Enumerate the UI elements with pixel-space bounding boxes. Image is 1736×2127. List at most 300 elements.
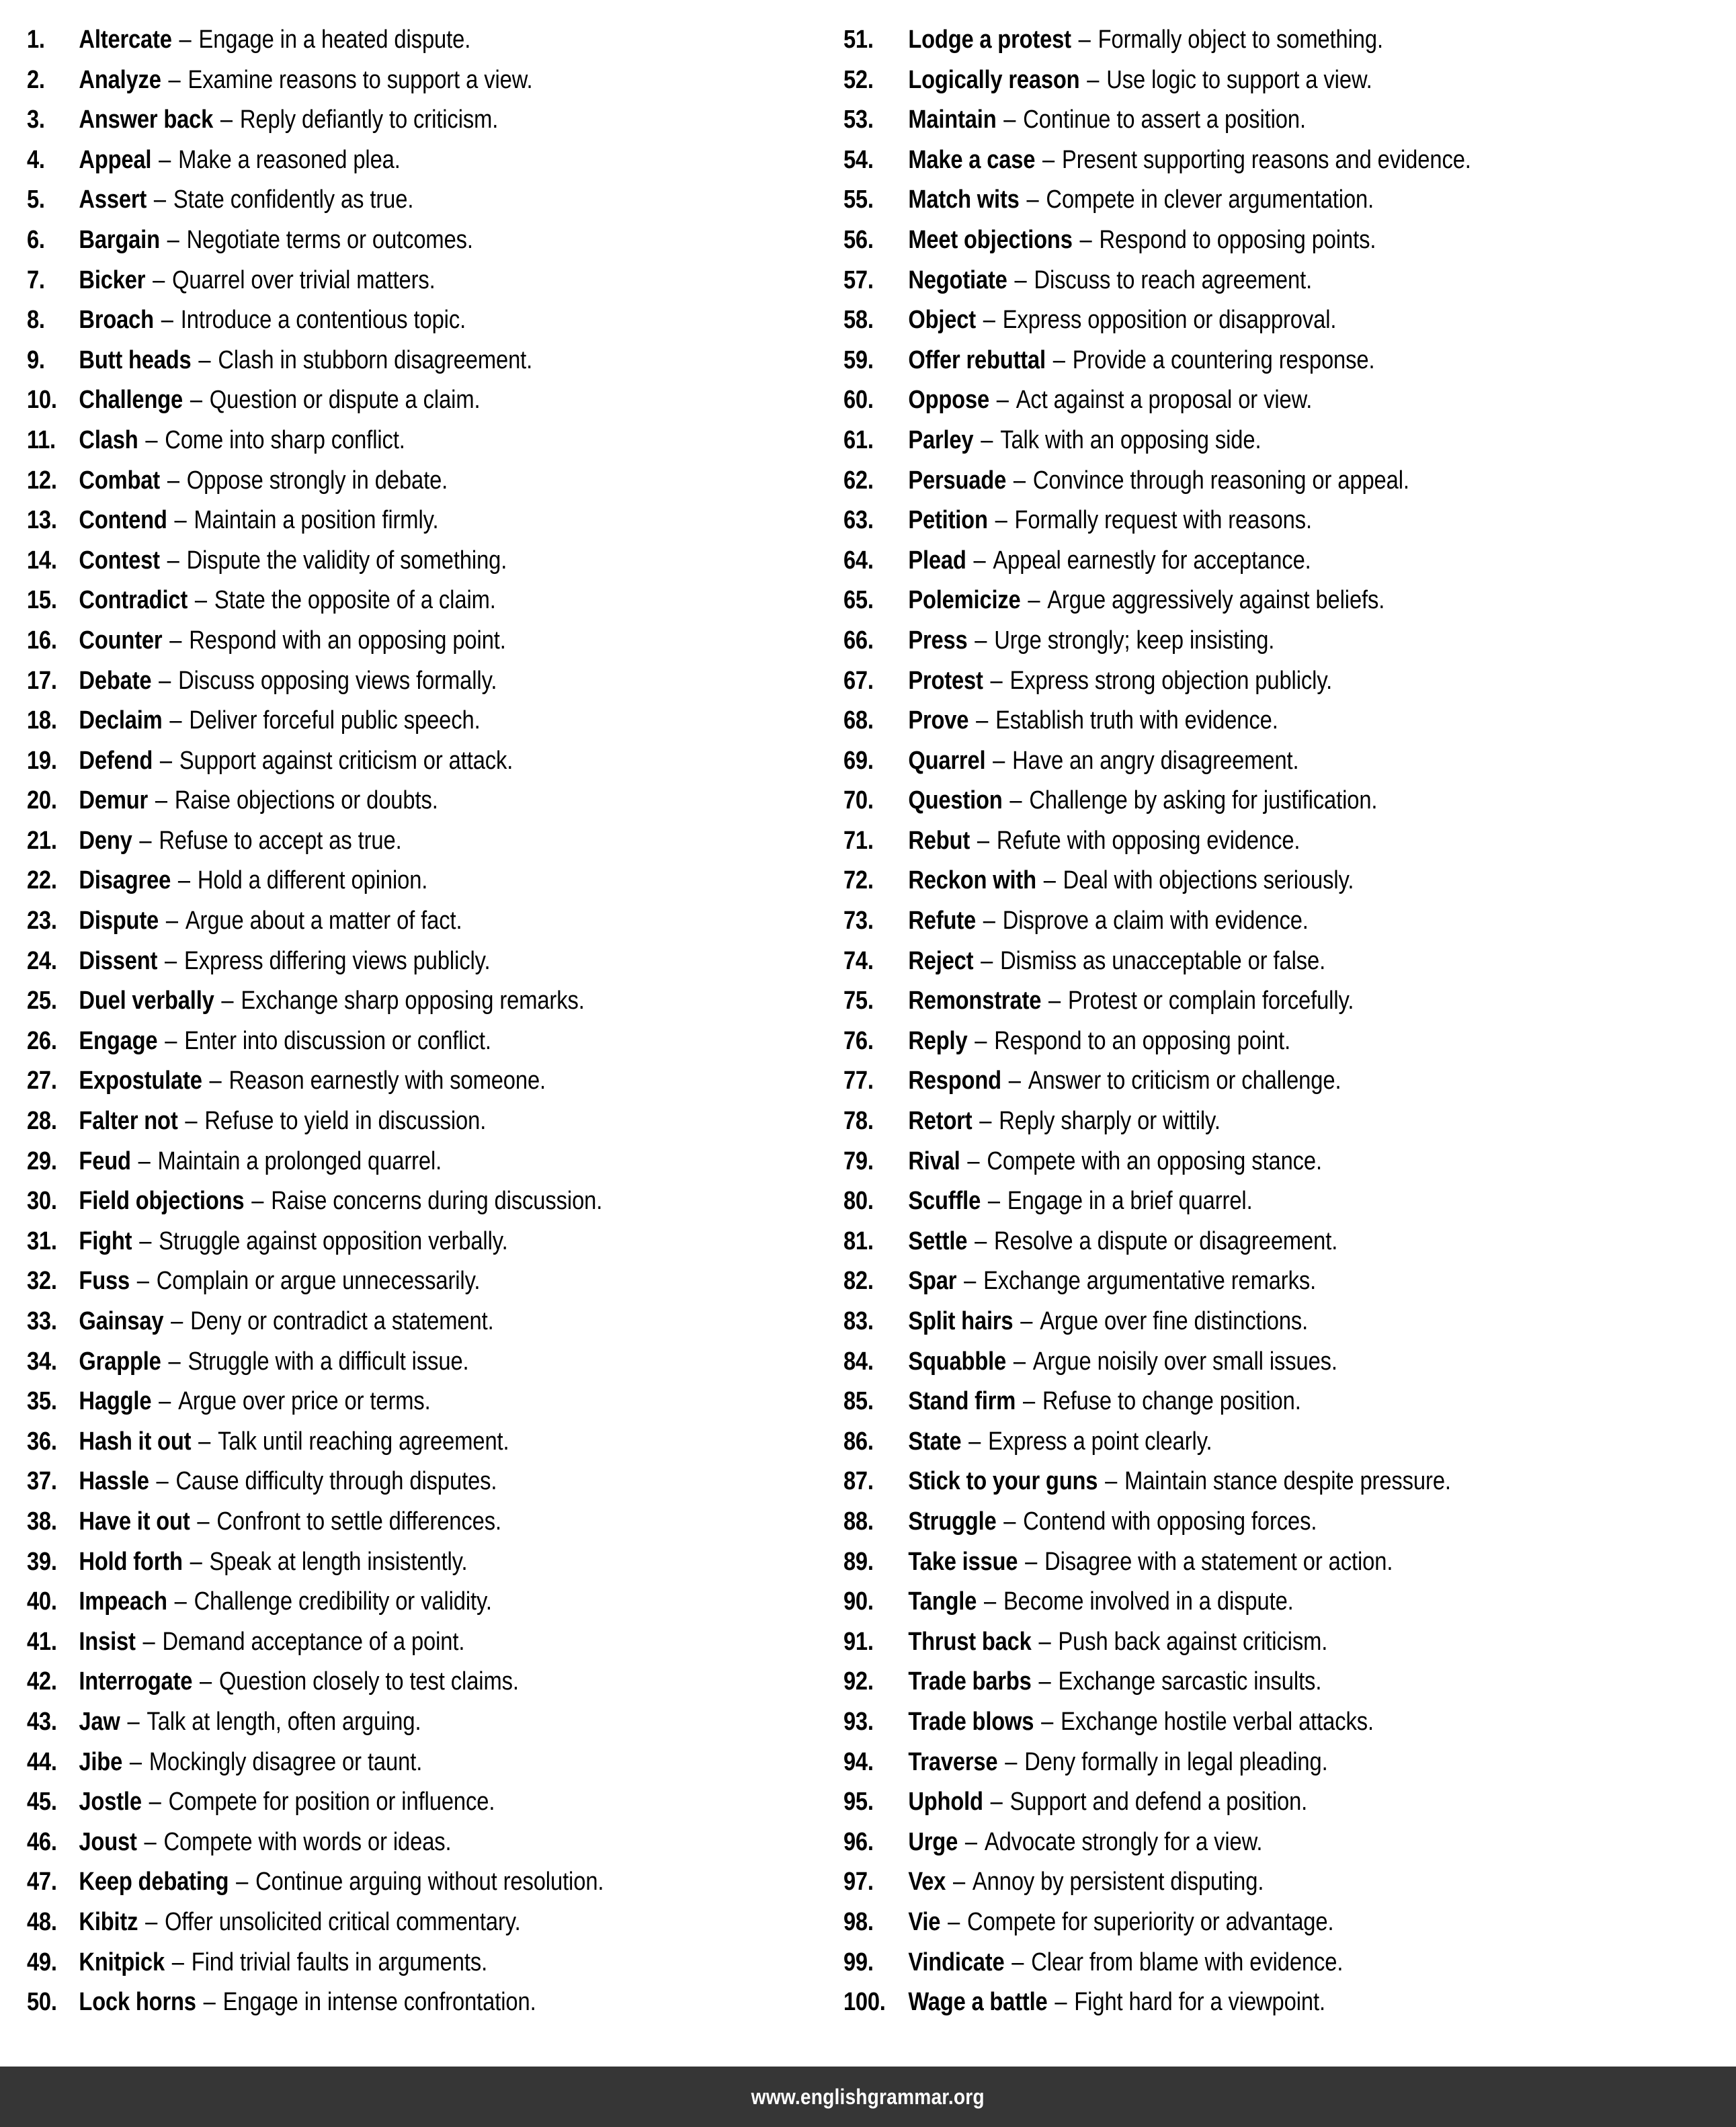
list-item-body — [79, 380, 480, 421]
list-item — [843, 821, 1611, 862]
list-item-body — [79, 541, 507, 581]
list-item-body — [908, 461, 1409, 501]
list-item — [843, 541, 1611, 581]
list-item-term: Feud — [79, 1146, 131, 1175]
list-item-number: 50. — [27, 1988, 57, 2017]
list-item-separator: – — [946, 1868, 972, 1896]
list-item-number: 66. — [843, 626, 874, 655]
list-item-term: Parley — [908, 425, 974, 454]
list-item-separator: – — [1008, 265, 1033, 294]
list-item-definition: Annoy by persistent disputing. — [972, 1868, 1264, 1896]
list-item-separator: – — [1035, 1707, 1060, 1736]
list-item — [27, 901, 729, 942]
list-item-separator: – — [192, 1427, 217, 1456]
list-item-body — [908, 1061, 1341, 1101]
list-item-number: 23. — [27, 907, 57, 935]
list-item-body — [908, 1462, 1451, 1502]
list-item — [27, 1622, 729, 1663]
list-item-term: Challenge — [79, 386, 183, 415]
list-item-term: Persuade — [908, 466, 1007, 495]
list-item-number: 63. — [843, 506, 874, 535]
list-item-definition: Continue arguing without resolution. — [255, 1868, 604, 1896]
list-item — [27, 942, 729, 982]
list-item-separator: – — [984, 1788, 1009, 1817]
list-item — [843, 1181, 1611, 1222]
list-item-body — [908, 1101, 1221, 1142]
list-item — [843, 180, 1611, 220]
list-item — [27, 741, 729, 782]
list-item-number: 52. — [843, 65, 874, 94]
list-item-body — [908, 861, 1354, 901]
list-item-number: 88. — [843, 1507, 874, 1536]
list-item-separator: – — [1019, 1547, 1044, 1576]
list-item-definition: Express differing views publicly. — [184, 946, 491, 975]
list-item-body — [908, 1542, 1393, 1583]
list-item-number: 54. — [843, 145, 874, 174]
list-item-number: 75. — [843, 987, 874, 1015]
list-item-separator: – — [961, 1146, 986, 1175]
list-item-definition: Dispute the validity of something. — [186, 546, 507, 575]
list-item-term: Gainsay — [79, 1307, 164, 1335]
list-item-definition: Engage in a brief quarrel. — [1007, 1187, 1253, 1216]
list-item-number: 84. — [843, 1347, 874, 1376]
list-item-body — [908, 100, 1306, 140]
list-item-definition: Raise objections or doubts. — [174, 786, 438, 815]
list-item-separator: – — [153, 666, 177, 695]
list-item-body — [79, 60, 532, 101]
list-item-separator: – — [183, 386, 209, 415]
list-item-term: Knitpick — [79, 1948, 165, 1976]
list-item — [843, 942, 1611, 982]
list-item-separator: – — [161, 225, 185, 254]
list-item-number: 43. — [27, 1707, 57, 1736]
list-item-separator: – — [147, 265, 171, 294]
list-item-term: Contend — [79, 506, 167, 535]
list-item-term: Falter not — [79, 1107, 178, 1136]
list-item-body — [79, 701, 480, 741]
list-item-term: Have it out — [79, 1507, 190, 1536]
list-item-term: Spar — [908, 1267, 957, 1296]
list-column-left — [0, 20, 843, 2067]
list-item-number: 38. — [27, 1507, 57, 1536]
list-item-term: Rival — [908, 1146, 960, 1175]
list-item-number: 34. — [27, 1347, 57, 1376]
list-item-number: 24. — [27, 946, 57, 975]
list-item-definition: Contend with opposing forces. — [1023, 1507, 1317, 1536]
list-item-number: 56. — [843, 225, 874, 254]
list-item — [27, 261, 729, 301]
list-item-number: 68. — [843, 706, 874, 735]
list-item-number: 12. — [27, 466, 57, 495]
list-item-term: Contradict — [79, 586, 188, 615]
list-item-body — [79, 741, 513, 782]
list-item-number: 17. — [27, 666, 57, 695]
list-item-separator: – — [179, 1107, 204, 1136]
list-item-definition: State confidently as true. — [173, 185, 414, 214]
list-item-separator: – — [1032, 1667, 1057, 1696]
list-item-number: 53. — [843, 106, 874, 134]
list-item-number: 65. — [843, 586, 874, 615]
list-item-number: 47. — [27, 1868, 57, 1896]
list-item-separator: – — [139, 425, 164, 454]
vocabulary-list-left — [27, 20, 843, 2023]
list-item-body — [79, 1342, 468, 1382]
list-item-number: 48. — [27, 1907, 57, 1936]
list-item — [843, 1582, 1611, 1622]
list-item-body — [79, 901, 462, 942]
list-item-separator: – — [968, 1026, 993, 1055]
list-item-number: 91. — [843, 1627, 874, 1656]
list-item-body — [79, 1101, 486, 1142]
list-item-definition: Reply defiantly to criticism. — [239, 106, 499, 134]
list-item-term: Press — [908, 626, 968, 655]
list-item-number: 78. — [843, 1107, 874, 1136]
list-item-body — [908, 20, 1383, 60]
list-item-body — [908, 261, 1312, 301]
list-item-body — [79, 942, 490, 982]
list-item-body — [79, 861, 427, 901]
list-item-number: 71. — [843, 826, 874, 855]
list-item-number: 28. — [27, 1107, 57, 1136]
list-item — [843, 1382, 1611, 1422]
list-item-body — [79, 20, 470, 60]
list-item-term: Match wits — [908, 185, 1020, 214]
list-item-definition: Talk with an opposing side. — [1000, 425, 1262, 454]
list-item-definition: Cause difficulty through disputes. — [175, 1467, 497, 1496]
list-item-separator: – — [1081, 65, 1106, 94]
list-item — [27, 981, 729, 1021]
list-item-definition: Exchange sharp opposing remarks. — [241, 987, 585, 1015]
list-item-definition: Appeal earnestly for acceptance. — [993, 546, 1311, 575]
list-item-body — [908, 220, 1376, 261]
list-item-separator: – — [958, 1827, 984, 1856]
list-item-number: 41. — [27, 1627, 57, 1656]
list-item-term: Trade blows — [908, 1707, 1034, 1736]
list-item-term: Squabble — [908, 1347, 1007, 1376]
list-item-number: 29. — [27, 1146, 57, 1175]
list-item-separator: – — [165, 1307, 190, 1335]
list-item-body — [908, 701, 1278, 741]
list-item-definition: Argue over price or terms. — [178, 1387, 431, 1416]
list-item — [27, 1302, 729, 1342]
vocabulary-list-right — [843, 20, 1736, 2023]
list-item-body — [908, 1342, 1337, 1382]
list-item-separator: – — [1036, 145, 1061, 174]
list-item-term: Engage — [79, 1026, 158, 1055]
list-item-body — [79, 1502, 501, 1542]
list-item — [843, 1862, 1611, 1903]
list-item-definition: Answer to criticism or challenge. — [1028, 1067, 1341, 1095]
list-item-term: Stand firm — [908, 1387, 1016, 1416]
list-item-body — [79, 1021, 491, 1062]
list-item-term: Reject — [908, 946, 974, 975]
list-item-definition: Respond to an opposing point. — [994, 1026, 1291, 1055]
list-item-body — [79, 341, 532, 381]
list-item-definition: Refuse to accept as true. — [159, 826, 402, 855]
list-item-definition: Support and defend a position. — [1009, 1788, 1308, 1817]
list-item-separator: – — [1002, 1067, 1027, 1095]
list-item — [27, 821, 729, 862]
list-item-body — [908, 1502, 1317, 1542]
list-item-body — [908, 741, 1298, 782]
list-item-body — [79, 421, 405, 461]
list-item-term: Polemicize — [908, 586, 1021, 615]
list-item-separator: – — [168, 1587, 193, 1616]
list-item-body — [908, 1142, 1322, 1182]
list-item-number: 8. — [27, 306, 45, 335]
list-item — [843, 781, 1611, 821]
list-column-right — [843, 20, 1736, 2067]
list-item-number: 93. — [843, 1707, 874, 1736]
list-item-term: Retort — [908, 1107, 973, 1136]
list-item-separator: – — [139, 1907, 164, 1936]
list-item-number: 36. — [27, 1427, 57, 1456]
list-item-body — [79, 1261, 480, 1302]
list-item-separator: – — [132, 1146, 157, 1175]
list-item-term: Vie — [908, 1907, 941, 1936]
list-item — [27, 1021, 729, 1062]
list-item-number: 85. — [843, 1387, 874, 1416]
list-item-number: 100. — [843, 1988, 886, 2017]
list-item-separator: – — [977, 306, 1002, 335]
list-item-separator: – — [162, 65, 187, 94]
list-item-term: Reply — [908, 1026, 968, 1055]
list-item — [843, 861, 1611, 901]
list-item-definition: Deliver forceful public speech. — [189, 706, 481, 735]
list-item-definition: Protest or complain forcefully. — [1067, 987, 1354, 1015]
list-item — [843, 1662, 1611, 1702]
list-item-number: 58. — [843, 306, 874, 335]
list-item-definition: Deny formally in legal pleading. — [1024, 1747, 1328, 1776]
list-item-separator: – — [171, 866, 197, 895]
list-item — [843, 20, 1611, 60]
list-item-number: 62. — [843, 466, 874, 495]
list-item — [843, 581, 1611, 621]
list-item-definition: Maintain a position firmly. — [194, 506, 439, 535]
list-item-number: 32. — [27, 1267, 57, 1296]
list-item-definition: Compete with an opposing stance. — [987, 1146, 1322, 1175]
list-item-separator: – — [183, 1547, 208, 1576]
list-item-number: 77. — [843, 1067, 874, 1095]
list-item-separator: – — [1037, 866, 1062, 895]
list-item-body — [908, 341, 1374, 381]
list-item — [843, 1542, 1611, 1583]
list-item — [843, 1142, 1611, 1182]
list-item-term: Bargain — [79, 225, 160, 254]
list-item — [27, 1462, 729, 1502]
list-item-term: Remonstrate — [908, 987, 1042, 1015]
list-item-number: 42. — [27, 1667, 57, 1696]
list-item-definition: Argue noisily over small issues. — [1032, 1347, 1337, 1376]
list-item-definition: Enter into discussion or conflict. — [184, 1026, 491, 1055]
list-item — [27, 621, 729, 661]
list-item-separator: – — [1003, 786, 1028, 815]
list-item-separator: – — [158, 946, 183, 975]
list-item-body — [908, 621, 1274, 661]
list-item-body — [908, 1702, 1374, 1743]
list-item-term: Bicker — [79, 265, 146, 294]
list-item-term: Urge — [908, 1827, 958, 1856]
list-item-body — [908, 1862, 1264, 1903]
list-item-number: 76. — [843, 1026, 874, 1055]
list-item-body — [908, 1582, 1293, 1622]
list-item-term: Jaw — [79, 1707, 120, 1736]
list-item — [843, 1782, 1611, 1823]
list-item-body — [79, 1222, 507, 1262]
list-item-term: Hold forth — [79, 1547, 183, 1576]
list-item-term: Deny — [79, 826, 132, 855]
list-item-number: 94. — [843, 1747, 874, 1776]
list-item-separator: – — [958, 1267, 983, 1296]
list-item — [843, 1903, 1611, 1943]
list-item-definition: Act against a proposal or view. — [1016, 386, 1313, 415]
list-item-separator: – — [168, 506, 193, 535]
list-item-separator: – — [245, 1187, 270, 1216]
list-item-body — [79, 661, 497, 702]
list-item-definition: Express strong objection publicly. — [1009, 666, 1333, 695]
list-item-definition: Introduce a contentious topic. — [180, 306, 466, 335]
list-item-separator: – — [136, 1627, 161, 1656]
list-item-number: 79. — [843, 1146, 874, 1175]
list-item-term: Struggle — [908, 1507, 997, 1536]
list-item-definition: Oppose strongly in debate. — [186, 466, 448, 495]
list-item-number: 97. — [843, 1868, 874, 1896]
list-item-separator: – — [1072, 26, 1097, 54]
list-item-separator: – — [161, 546, 185, 575]
list-item-body — [908, 60, 1372, 101]
list-item-definition: Come into sharp conflict. — [165, 425, 405, 454]
list-item-term: Debate — [79, 666, 152, 695]
list-item-number: 30. — [27, 1187, 57, 1216]
list-item — [27, 661, 729, 702]
list-item-body — [908, 981, 1354, 1021]
list-item-number: 82. — [843, 1267, 874, 1296]
list-item-body — [908, 901, 1308, 942]
list-item-definition: Disagree with a statement or action. — [1044, 1547, 1393, 1576]
list-item-definition: Advocate strongly for a view. — [984, 1827, 1263, 1856]
list-item-term: Object — [908, 306, 976, 335]
list-item-number: 33. — [27, 1307, 57, 1335]
list-item-number: 81. — [843, 1226, 874, 1255]
list-item-definition: Challenge by asking for justification. — [1029, 786, 1378, 815]
list-item-separator: – — [191, 1507, 216, 1536]
list-item-separator: – — [121, 1707, 146, 1736]
list-item-term: Broach — [79, 306, 154, 335]
list-item-term: Vindicate — [908, 1948, 1005, 1976]
list-item-term: Take issue — [908, 1547, 1018, 1576]
list-item — [843, 1702, 1611, 1743]
list-item-term: Settle — [908, 1226, 968, 1255]
list-item-body — [908, 541, 1311, 581]
list-item — [843, 1302, 1611, 1342]
list-item-body — [908, 180, 1374, 220]
list-item — [27, 1943, 729, 1983]
list-item-term: Quarrel — [908, 746, 986, 775]
list-item-term: Declaim — [79, 706, 163, 735]
list-item-term: Refute — [908, 907, 976, 935]
list-item-definition: Become involved in a dispute. — [1003, 1587, 1294, 1616]
list-item-separator: – — [970, 826, 996, 855]
list-item-body — [79, 1862, 604, 1903]
list-item-body — [79, 501, 438, 541]
list-item-separator: – — [173, 26, 198, 54]
list-item-definition: Discuss opposing views formally. — [178, 666, 497, 695]
list-item — [27, 581, 729, 621]
list-item — [27, 380, 729, 421]
list-item-body — [79, 581, 495, 621]
list-item-body — [908, 942, 1325, 982]
list-item — [27, 140, 729, 181]
list-item-number: 45. — [27, 1788, 57, 1817]
list-item-definition: Clash in stubborn disagreement. — [218, 345, 533, 374]
list-item-body — [908, 1903, 1333, 1943]
list-item-term: Petition — [908, 506, 988, 535]
list-item-number: 70. — [843, 786, 874, 815]
list-item-definition: Compete for position or influence. — [168, 1788, 495, 1817]
list-item-definition: Convince through reasoning or appeal. — [1032, 466, 1409, 495]
list-item-number: 61. — [843, 425, 874, 454]
list-item — [27, 1342, 729, 1382]
list-item-body — [79, 180, 413, 220]
list-item-body — [79, 1462, 497, 1502]
list-item-definition: Make a reasoned plea. — [178, 145, 401, 174]
list-item-body — [908, 1983, 1325, 2023]
list-item-body — [79, 1582, 491, 1622]
list-item-body — [79, 140, 400, 181]
list-item-term: Plead — [908, 546, 966, 575]
list-item-number: 98. — [843, 1907, 874, 1936]
list-item-separator: – — [193, 1667, 218, 1696]
list-item-definition: Argue aggressively against beliefs. — [1047, 586, 1385, 615]
list-item — [27, 341, 729, 381]
list-item — [27, 1903, 729, 1943]
list-item-separator: – — [977, 1587, 1003, 1616]
list-item-body — [79, 1782, 495, 1823]
footer-website-url[interactable]: www.englishgrammar.org — [751, 2084, 985, 2109]
list-item — [27, 1382, 729, 1422]
list-item-separator: – — [1014, 1307, 1039, 1335]
list-item-definition: Question or dispute a claim. — [209, 386, 481, 415]
list-item-separator: – — [1048, 1988, 1073, 2017]
list-item — [843, 501, 1611, 541]
list-item — [27, 1422, 729, 1462]
list-item-separator: – — [142, 1788, 167, 1817]
list-item-separator: – — [153, 746, 179, 775]
list-item-definition: Struggle against opposition verbally. — [159, 1226, 508, 1255]
list-item-term: Trade barbs — [908, 1667, 1032, 1696]
list-item-definition: Respond to opposing points. — [1099, 225, 1376, 254]
list-item-separator: – — [165, 1948, 191, 1976]
list-item-definition: Argue over fine distinctions. — [1040, 1307, 1309, 1335]
list-item-definition: Refuse to change position. — [1042, 1387, 1301, 1416]
list-item — [27, 1181, 729, 1222]
list-item-body — [908, 421, 1261, 461]
list-item — [843, 1061, 1611, 1101]
list-item-separator: – — [1032, 1627, 1057, 1656]
list-item-body — [79, 300, 466, 341]
list-item-separator: – — [977, 907, 1002, 935]
list-item-term: Answer back — [79, 106, 214, 134]
list-item-term: State — [908, 1427, 962, 1456]
list-item-definition: Fight hard for a viewpoint. — [1074, 1988, 1325, 2017]
list-item-number: 95. — [843, 1788, 874, 1817]
list-item-definition: Complain or argue unnecessarily. — [156, 1267, 481, 1296]
list-item-body — [908, 1021, 1290, 1062]
list-item-definition: Respond with an opposing point. — [189, 626, 506, 655]
list-item — [843, 701, 1611, 741]
list-item-number: 14. — [27, 546, 57, 575]
list-item-definition: Formally request with reasons. — [1014, 506, 1312, 535]
